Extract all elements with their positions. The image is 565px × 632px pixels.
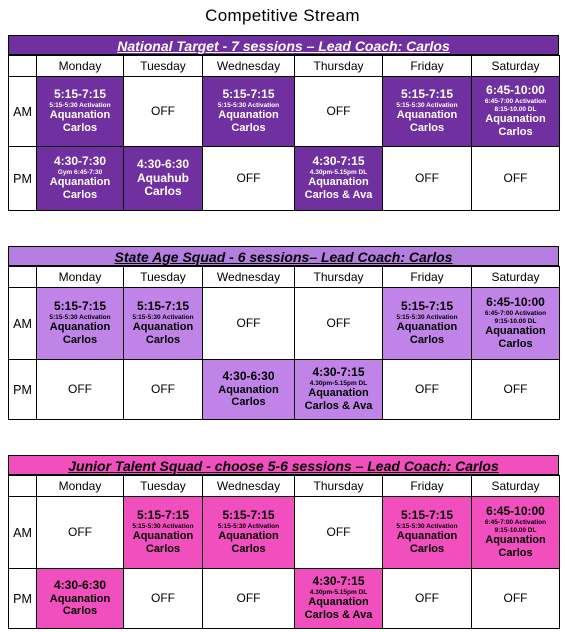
schedule-table (8, 266, 560, 420)
session-cell (124, 147, 203, 211)
session-info: Aquanation (485, 325, 546, 338)
table-row (9, 77, 560, 147)
session-info: Aquanation (396, 530, 458, 543)
session-time: 4:30-7:30 (53, 154, 107, 169)
session-info: Carlos (145, 334, 181, 347)
day-header: Monday (37, 267, 124, 288)
session-info: Carlos (145, 543, 181, 556)
off-cell (383, 360, 472, 420)
table-row (9, 360, 560, 420)
off-label: OFF (151, 590, 175, 605)
day-header: Monday (37, 476, 124, 497)
off-cell (124, 77, 203, 147)
session-cell (37, 569, 124, 629)
session-time: 5:15-7:15 (400, 87, 454, 102)
session-info: Carlos (231, 543, 266, 556)
off-label: OFF (326, 524, 351, 539)
row-label: AM (9, 77, 37, 147)
session-detail: 4.30pm-5.15pm DL (309, 589, 368, 597)
session-time: 5:15-7:15 (222, 508, 275, 523)
junior-talent-squad (8, 455, 559, 629)
session-info: Aquanation (49, 109, 111, 122)
session-time: 4:30-7:15 (312, 154, 365, 169)
session-detail: 5:15-5:30 Activation (217, 523, 280, 531)
session-cell (203, 360, 295, 420)
day-header: Saturday (472, 476, 560, 497)
table-row (9, 288, 560, 360)
session-info: Aquanation (49, 321, 111, 334)
session-info: Aquanation (485, 113, 546, 126)
session-info: Carlos (144, 184, 182, 199)
off-label: OFF (415, 381, 439, 396)
session-cell (37, 288, 124, 360)
session-cell (203, 77, 295, 147)
off-label: OFF (415, 590, 439, 605)
session-info: Aquanation (218, 530, 279, 543)
session-info: Carlos (498, 337, 533, 350)
session-cell (37, 77, 124, 147)
session-info: Aquanation (132, 321, 194, 334)
off-label: OFF (151, 103, 175, 118)
day-header: Tuesday (124, 56, 203, 77)
off-label: OFF (326, 315, 351, 330)
page-title: Competitive Stream (205, 6, 360, 25)
session-detail: 5:15-5:30 Activation (132, 523, 194, 531)
off-cell (37, 360, 124, 420)
session-info: Aquanation (485, 534, 546, 547)
session-info: Carlos (231, 122, 266, 135)
session-cell (295, 569, 383, 629)
session-time: 5:15-7:15 (400, 299, 454, 314)
session-detail: 5:15-5:30 Activation (132, 314, 194, 322)
state-age-squad (8, 246, 559, 420)
session-detail: 5:15-5:30 Activation (217, 102, 280, 110)
session-time: 6:45-10:00 (486, 295, 545, 310)
session-cell (383, 497, 472, 569)
squad-title: Junior Talent Squad - choose 5-6 sessions – Lead Coach: Carlos (8, 455, 559, 475)
session-info: Aquanation (308, 596, 369, 609)
session-info: Carlos (62, 189, 98, 202)
squad-title: National Target - 7 sessions – Lead Coach: Carlos (8, 35, 559, 55)
session-time: 5:15-7:15 (222, 87, 275, 102)
session-time: 5:15-7:15 (136, 299, 190, 314)
day-header: Thursday (295, 476, 383, 497)
session-time: 4:30-7:15 (312, 574, 365, 589)
session-info: Carlos & Ava (304, 609, 373, 622)
session-time: 5:15-7:15 (53, 87, 107, 102)
session-info: Aquanation (49, 592, 111, 605)
session-cell (124, 288, 203, 360)
session-detail: 9:15-10.00 DL (494, 526, 537, 534)
corner-cell (9, 56, 37, 77)
off-label: OFF (503, 170, 528, 185)
session-cell (124, 497, 203, 569)
session-cell (295, 147, 383, 211)
session-info: Carlos (409, 543, 445, 556)
session-detail: Gym 6:45-7:30 (57, 169, 103, 177)
session-cell (472, 288, 560, 360)
session-cell (472, 497, 560, 569)
session-time: 4:30-7:15 (312, 365, 365, 380)
day-header: Thursday (295, 56, 383, 77)
session-time: 6:45-10:00 (486, 83, 545, 98)
session-info: Carlos (62, 334, 98, 347)
off-cell (383, 147, 472, 211)
off-cell (124, 569, 203, 629)
session-detail: 9:15-10.00 DL (494, 317, 537, 325)
session-info: Aquanation (308, 387, 369, 400)
session-detail: 5:15-5:30 Activation (396, 314, 458, 322)
day-header: Thursday (295, 267, 383, 288)
row-label: PM (9, 569, 37, 629)
session-info: Carlos & Ava (304, 189, 373, 202)
session-info: Aquanation (218, 383, 279, 396)
session-time: 4:30-6:30 (136, 156, 190, 171)
session-info: Carlos (409, 122, 445, 135)
off-label: OFF (326, 103, 351, 118)
off-label: OFF (503, 381, 528, 396)
day-header: Wednesday (203, 267, 295, 288)
day-header: Wednesday (203, 56, 295, 77)
off-cell (472, 360, 560, 420)
off-cell (124, 360, 203, 420)
national-target-squad (8, 35, 559, 211)
session-detail: 5:15-5:30 Activation (396, 523, 458, 531)
table-row (9, 497, 560, 569)
session-detail: 5:15-5:30 Activation (49, 102, 111, 110)
day-header: Saturday (472, 267, 560, 288)
session-time: 4:30-6:30 (53, 577, 107, 592)
session-info: Aquanation (396, 321, 458, 334)
day-header: Wednesday (203, 476, 295, 497)
off-cell (472, 147, 560, 211)
day-header: Tuesday (124, 267, 203, 288)
session-info: Carlos (62, 122, 98, 135)
off-cell (203, 147, 295, 211)
session-time: 5:15-7:15 (136, 508, 190, 523)
off-label: OFF (236, 170, 261, 185)
session-time: 6:45-10:00 (486, 504, 545, 519)
session-detail: 4.30pm-5.15pm DL (309, 380, 368, 388)
session-info: Aquanation (396, 109, 458, 122)
off-cell (295, 288, 383, 360)
session-time: 5:15-7:15 (400, 508, 454, 523)
off-cell (383, 569, 472, 629)
session-cell (383, 288, 472, 360)
off-cell (37, 497, 124, 569)
session-info: Aquanation (49, 176, 111, 189)
session-info: Aquanation (132, 530, 194, 543)
session-time: 4:30-6:30 (222, 368, 275, 383)
day-header: Friday (383, 267, 472, 288)
off-cell (472, 569, 560, 629)
off-cell (295, 497, 383, 569)
session-info: Carlos (62, 605, 98, 618)
off-label: OFF (236, 315, 261, 330)
session-detail: 8:15-10.00 DL (494, 105, 537, 113)
session-info: Carlos (498, 125, 533, 138)
session-cell (203, 497, 295, 569)
session-info: Carlos (498, 546, 533, 559)
day-header: Friday (383, 56, 472, 77)
day-header: Saturday (472, 56, 560, 77)
row-label: PM (9, 147, 37, 211)
off-label: OFF (151, 381, 175, 396)
row-label: AM (9, 497, 37, 569)
off-label: OFF (68, 381, 92, 396)
session-cell (295, 360, 383, 420)
session-info: Carlos (409, 334, 445, 347)
row-label: PM (9, 360, 37, 420)
session-detail: 6:45-7:00 Activation (484, 98, 547, 106)
session-info: Aquanation (308, 176, 369, 189)
schedule-table (8, 55, 560, 211)
off-cell (295, 77, 383, 147)
session-info: Carlos (231, 396, 266, 409)
session-info: Aquanation (218, 109, 279, 122)
off-label: OFF (415, 170, 439, 185)
off-label: OFF (503, 590, 528, 605)
session-detail: 6:45-7:00 Activation (484, 519, 547, 527)
off-label: OFF (236, 590, 261, 605)
day-header: Friday (383, 476, 472, 497)
schedule-table (8, 475, 560, 629)
off-cell (203, 569, 295, 629)
session-info: Aquahub (137, 170, 189, 185)
corner-cell (9, 476, 37, 497)
session-info: Carlos & Ava (304, 400, 373, 413)
day-header: Tuesday (124, 476, 203, 497)
session-detail: 4.30pm-5.15pm DL (309, 169, 368, 177)
session-detail: 5:15-5:30 Activation (396, 102, 458, 110)
off-label: OFF (68, 524, 92, 539)
day-header: Monday (37, 56, 124, 77)
session-time: 5:15-7:15 (53, 299, 107, 314)
session-cell (472, 77, 560, 147)
session-detail: 5:15-5:30 Activation (49, 314, 111, 322)
table-row (9, 569, 560, 629)
session-detail: 6:45-7:00 Activation (484, 310, 547, 318)
table-row (9, 147, 560, 211)
row-label: AM (9, 288, 37, 360)
corner-cell (9, 267, 37, 288)
squad-title: State Age Squad - 6 sessions– Lead Coach: Carlos (8, 246, 559, 266)
session-cell (37, 147, 124, 211)
session-cell (383, 77, 472, 147)
off-cell (203, 288, 295, 360)
